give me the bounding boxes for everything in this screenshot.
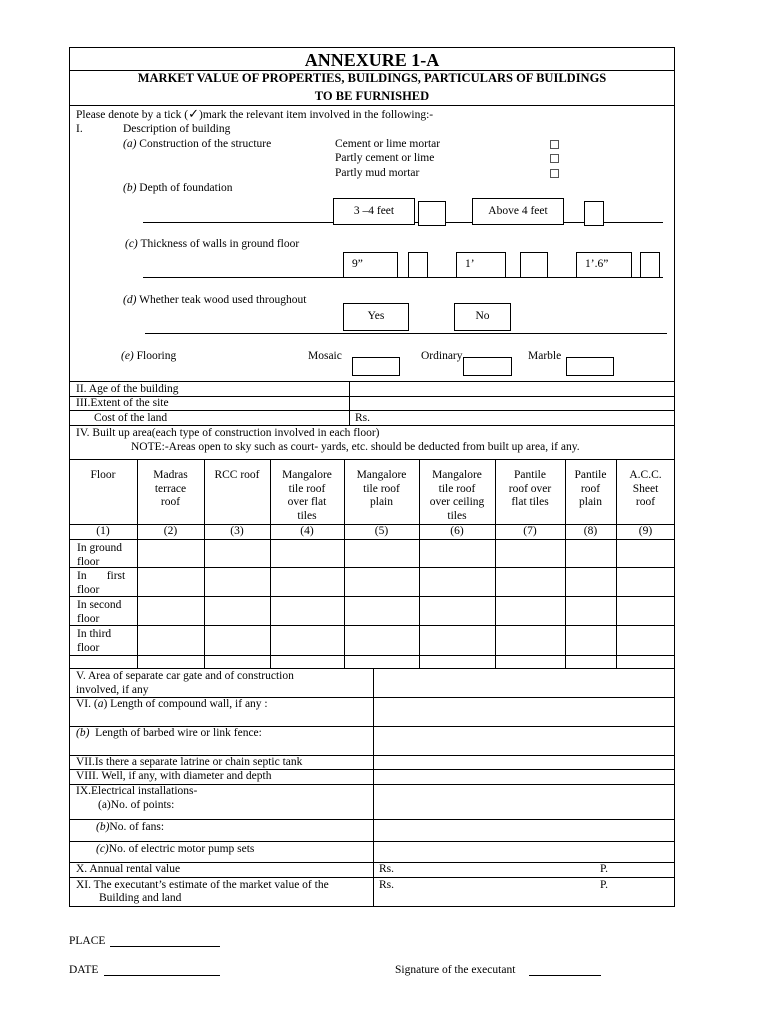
section11-rs: Rs. <box>379 879 395 891</box>
col-number-1: (1) <box>96 525 110 537</box>
table-row-second-floor: In second floor <box>77 599 122 625</box>
teak-label: (d) Whether teak wood used throughout <box>123 294 307 306</box>
col-header-pantile-flat: Pantile roof over flat tiles <box>508 469 552 508</box>
section10-label: X. Annual rental value <box>76 863 181 875</box>
section10-rs: Rs. <box>379 863 395 875</box>
walls-label: (c) Thickness of walls in ground floor <box>125 238 300 250</box>
cost-land-label: Cost of the land <box>94 412 168 424</box>
section4-label: IV. Built up area(each type of construction involved in each floor) <box>76 427 380 439</box>
section4-note: NOTE:-Areas open to sky such as court- yards, etc. should be deducted from built up area, if any. <box>131 441 580 453</box>
date-label: DATE <box>69 964 99 976</box>
section7-label: VII.Is there a separate latrine or chain septic tank <box>76 756 303 768</box>
col-number-3: (3) <box>230 525 244 537</box>
subtitle-line1: MARKET VALUE OF PROPERTIES, BUILDINGS, PARTICULARS OF BUILDINGS <box>137 71 607 85</box>
place-field[interactable] <box>110 946 220 947</box>
col-number-6: (6) <box>450 525 464 537</box>
flooring-checkbox-mosaic[interactable] <box>352 357 400 376</box>
section2-label: II. Age of the building <box>76 383 179 395</box>
thickness-option-3: 1’.6” <box>576 252 632 278</box>
teak-option-no[interactable]: No <box>454 303 511 331</box>
thickness-option-2: 1’ <box>456 252 506 278</box>
col-header-rcc: RCC roof <box>214 469 260 481</box>
section3-label: III.Extent of the site <box>76 397 169 409</box>
cost-land-value: Rs. <box>355 412 371 424</box>
depth-checkbox-1[interactable] <box>418 201 446 226</box>
col-number-2: (2) <box>163 525 178 537</box>
col-header-acc-sheet: A.C.C. Sheet roof <box>629 469 662 508</box>
flooring-checkbox-ordinary[interactable] <box>463 357 512 376</box>
tick-icon: ✓ <box>188 107 199 122</box>
thickness-option-1: 9” <box>343 252 398 278</box>
annexure-title: ANNEXURE 1-A <box>304 50 440 70</box>
section11-line2: Building and land <box>99 892 182 904</box>
flooring-option-mosaic: Mosaic <box>308 350 342 362</box>
col-number-9: (9) <box>638 525 653 537</box>
col-header-floor: Floor <box>90 469 116 481</box>
table-row-third-floor: In third floor <box>77 628 112 654</box>
depth-option-2: Above 4 feet <box>472 198 564 225</box>
section5-line2: involved, if any <box>76 684 149 696</box>
section9c-label: (c)No. of electric motor pump sets <box>96 843 255 855</box>
mortar-checkbox-1[interactable] <box>550 140 559 149</box>
depth-option-1: 3 –4 feet <box>333 198 415 225</box>
col-number-8: (8) <box>583 525 598 537</box>
thickness-checkbox-2[interactable] <box>520 252 548 278</box>
mortar-option-2: Partly cement or lime <box>335 152 435 164</box>
thickness-checkbox-1[interactable] <box>408 252 428 278</box>
section5-line1: V. Area of separate car gate and of construction <box>76 670 294 682</box>
section11-p: P. <box>600 879 608 891</box>
mortar-checkbox-3[interactable] <box>550 169 559 178</box>
section9a-label: (a)No. of points: <box>98 799 175 811</box>
col-number-4: (4) <box>300 525 314 537</box>
section6a-label: VI. (a) Length of compound wall, if any : <box>76 698 268 710</box>
flooring-option-ordinary: Ordinary <box>421 350 463 362</box>
thickness-checkbox-3[interactable] <box>640 252 660 278</box>
mortar-option-3: Partly mud mortar <box>335 167 420 179</box>
foundation-label: (b) Depth of foundation <box>123 182 233 194</box>
section9-label: IX.Electrical installations- <box>76 785 198 797</box>
signature-field[interactable] <box>529 975 601 976</box>
section6b-label: (b) Length of barbed wire or link fence: <box>76 727 262 739</box>
section8-label: VIII. Well, if any, with diameter and depth <box>76 770 272 782</box>
flooring-option-marble: Marble <box>528 350 562 362</box>
col-header-pantile-plain: Pantile roof plain <box>574 469 607 508</box>
section10-p: P. <box>600 863 608 875</box>
construction-label: (a) Construction of the structure <box>123 138 272 150</box>
depth-checkbox-2[interactable] <box>584 201 604 226</box>
table-row-first-floor: In first floor <box>77 570 126 596</box>
table-row-ground-floor: In ground floor <box>77 542 123 568</box>
subtitle-line2: TO BE FURNISHED <box>314 89 430 103</box>
date-field[interactable] <box>104 975 220 976</box>
col-header-mangalore-plain: Mangalore tile roof plain <box>356 469 407 508</box>
section9b-label: (b)No. of fans: <box>96 821 165 833</box>
section1-num: I. <box>76 123 83 135</box>
section11-line1: XI. The executant’s estimate of the market value of the <box>76 879 329 891</box>
section1-title: Description of building <box>123 123 231 135</box>
mortar-option-1: Cement or lime mortar <box>335 138 441 150</box>
col-number-7: (7) <box>523 525 537 537</box>
flooring-checkbox-marble[interactable] <box>566 357 614 376</box>
col-header-mangalore-ceiling: Mangalore tile roof over ceiling tiles <box>429 469 485 522</box>
col-header-mangalore-flat: Mangalore tile roof over flat tiles <box>282 469 332 522</box>
mortar-checkbox-2[interactable] <box>550 154 559 163</box>
signature-label: Signature of the executant <box>395 964 516 976</box>
instruction-text: Please denote by a tick (✓)mark the relevant item involved in the following:- <box>76 107 434 122</box>
place-label: PLACE <box>69 935 106 947</box>
flooring-label: (e) Flooring <box>121 350 177 362</box>
teak-option-yes[interactable]: Yes <box>343 303 409 331</box>
col-number-5: (5) <box>374 525 389 537</box>
col-header-madras: Madras terrace roof <box>153 469 188 508</box>
